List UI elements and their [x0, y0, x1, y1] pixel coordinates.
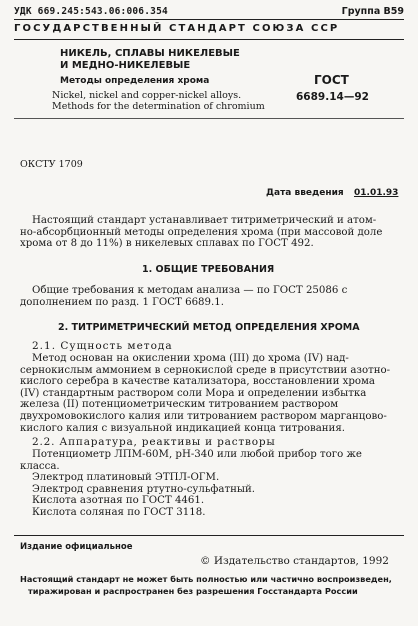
udk-code: УДК 669.245:543.06:006.354 [14, 6, 168, 17]
copyright-line: © Издательство стандартов, 1992 [200, 555, 389, 567]
heading-rule [14, 39, 404, 40]
subsection-line: Метод основан на окислении хрома (III) до хрома (IV) над- [32, 353, 349, 364]
subsection-line: двухромовокислого калия или титрованием раствором марганцово- [20, 410, 387, 422]
subsection-line: (IV) стандартным раствором соли Мора и определении избытка [20, 387, 367, 399]
title-rule [14, 118, 404, 119]
gost-label: ГОСТ [314, 73, 349, 87]
group-code: Группа В59 [341, 6, 404, 17]
subsection-line: Электрод платиновый ЭТПЛ-ОГМ. [32, 472, 220, 484]
subsection-line: Потенциометр ЛПМ-60М, рН-340 или любой прибор того же [32, 449, 362, 460]
intro-date-value: 01.01.93 [354, 188, 399, 198]
subsection-2-1-body [20, 353, 406, 434]
subsection-line: Электрод сравнения ртутно-сульфатный. [32, 483, 256, 495]
section1-body [20, 285, 406, 308]
doc-title-line2: И МЕДНО-НИКЕЛЕВЫЕ [60, 60, 191, 71]
section1-line: Общие требования к методам анализа — по ГОСТ 25086 с [32, 285, 348, 296]
footer-rule [14, 535, 404, 536]
section2-heading: 2. ТИТРИМЕТРИЧЕСКИЙ МЕТОД ОПРЕДЕЛЕНИЯ ХРОМА [58, 322, 360, 333]
subsection-2-1-heading: 2.1. Сущность метода [32, 340, 173, 352]
section1-heading: 1. ОБЩИЕ ТРЕБОВАНИЯ [142, 264, 275, 275]
intro-date-label: Дата введения [266, 188, 344, 198]
top-rule [14, 19, 404, 20]
state-standard-heading: ГОСУДАРСТВЕННЫЙ СТАНДАРТ СОЮЗА ССР [14, 23, 340, 34]
intro-line: Настоящий стандарт устанавливает титриметрический и атом- [32, 215, 377, 226]
subsection-line: железа (II) потенциометрическим титрованием раствором [20, 399, 339, 411]
subsection-2-2-body [20, 449, 406, 519]
reproduction-notice-line1: Настоящий стандарт не может быть полностью или частично воспроизведен, [20, 574, 392, 584]
subsection-line: Кислота соляная по ГОСТ 3118. [32, 506, 206, 518]
intro-line: но-абсорбционный методы определения хрома (при массовой доле [20, 226, 383, 238]
doc-title-en-line2: Methods for the determination of chromium [52, 101, 265, 112]
section1-line: дополнением по разд. 1 ГОСТ 6689.1. [20, 296, 224, 308]
subsection-line: Кислота азотная по ГОСТ 4461. [32, 495, 205, 507]
subsection-line: сернокислым аммонием в сернокислой среде в присутствии азотно- [20, 364, 391, 376]
doc-subtitle-ru: Методы определения хрома [60, 76, 210, 86]
official-edition-label: Издание официальное [20, 542, 133, 552]
gost-number: 6689.14—92 [296, 91, 369, 103]
intro-line: хрома от 8 до 11%) в никелевых сплавах по ГОСТ 492. [20, 238, 314, 250]
reproduction-notice-line2: тиражирован и распространен без разрешения Госстандарта России [28, 586, 358, 596]
doc-title-line1: НИКЕЛЬ, СПЛАВЫ НИКЕЛЕВЫЕ [60, 48, 240, 59]
subsection-line: класса. [20, 460, 60, 472]
subsection-line: кислого калия с визуальной индикацией конца титрования. [20, 422, 346, 434]
subsection-line: кислого серебра в качестве катализатора, восстановлении хрома [20, 376, 375, 388]
doc-title-en-line1: Nickel, nickel and copper-nickel alloys. [52, 90, 242, 101]
subsection-2-2-heading: 2.2. Аппаратура, реактивы и растворы [32, 436, 276, 448]
intro-paragraph [20, 215, 406, 250]
okstu-code: ОКСТУ 1709 [20, 159, 83, 170]
